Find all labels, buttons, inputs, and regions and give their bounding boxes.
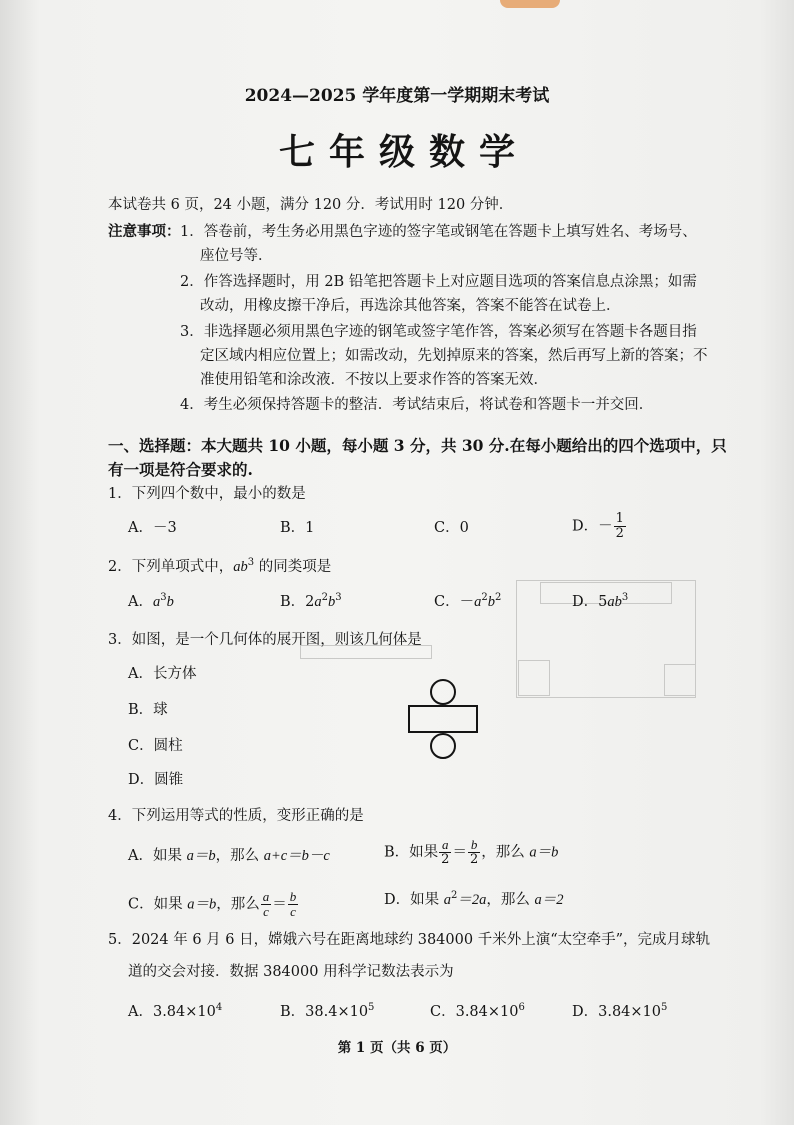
text: ，那么: [481, 844, 530, 861]
expr: a＝b: [187, 896, 217, 913]
option-label: D．: [572, 594, 599, 610]
exp: 2: [450, 890, 458, 902]
fraction-denominator: c: [290, 904, 296, 919]
text: D．3.84×10: [572, 1004, 662, 1020]
subject-title: 七年级数学: [278, 131, 529, 173]
text: ＝: [272, 896, 287, 913]
coef: 2: [305, 594, 315, 610]
var: ab: [607, 594, 622, 610]
exp: 5: [368, 1002, 375, 1014]
var: b: [328, 594, 336, 610]
fraction: [288, 890, 299, 919]
q4-option-c: [128, 890, 299, 919]
q4-option-b: [384, 838, 558, 867]
q2-option-c: [434, 592, 501, 612]
intro-text: 本试卷共 6 页，24 小题，满分 120 分．考试用时 120 分钟．: [108, 197, 514, 213]
fraction-numerator: b: [468, 838, 480, 853]
q1-option-b: B．1: [280, 520, 315, 536]
text: ，那么: [215, 848, 264, 864]
q2-option-a: [128, 592, 174, 612]
note-3-line-2: 定区域内相应位置上；如需改动，先划掉原来的答案，然后再写上新的答案；不: [200, 348, 708, 364]
var: a: [474, 594, 482, 610]
q1-option-d-prefix: D．－: [572, 518, 613, 535]
var: b: [166, 594, 174, 610]
var: a: [314, 594, 322, 610]
net-rectangle: [408, 705, 478, 733]
note-1-line-1: 1．答卷前，考生务必用黑色字迹的签字笔或钢笔在答题卡上填写姓名、考场号、: [180, 224, 697, 240]
q3-option-b: B．球: [128, 702, 168, 718]
q1-stem: 1．下列四个数中，最小的数是: [108, 486, 306, 502]
fraction-denominator: 2: [469, 852, 479, 867]
exp: 2: [494, 592, 502, 604]
q1-option-c: C．0: [434, 520, 469, 536]
exp: 4: [215, 1002, 223, 1014]
exp: 3: [160, 592, 167, 604]
note-4: 4．考生必须保持答题卡的整洁．考试结束后，将试卷和答题卡一并交回．: [180, 397, 654, 413]
section-heading-line-1: 一、选择题：本大题共 10 小题，每小题 3 分，共 30 分.在每小题给出的四个选项中，只: [108, 436, 727, 455]
paper-stain: [500, 0, 560, 8]
exp: 6: [518, 1002, 525, 1014]
text: ，那么: [486, 892, 535, 908]
notes-label: 注意事项：: [108, 223, 181, 240]
var: a: [152, 594, 161, 610]
expr: a＝b: [186, 848, 216, 864]
exam-title: 2024—2025 学年度第一学期期末考试: [244, 86, 550, 106]
text: B．如果: [384, 844, 439, 861]
q3-option-d: D．圆锥: [128, 772, 184, 788]
q2-stem-var: ab: [233, 559, 248, 575]
fraction-numerator: a: [262, 889, 270, 904]
note-3-line-1: 3．非选择题必须用黑色字迹的钢笔或签字笔作答，答案必须写在答题卡各题目指: [180, 324, 697, 340]
net-bottom-circle: [430, 733, 456, 759]
text: C．如果: [128, 896, 188, 913]
q1-option-d-fraction: [614, 512, 626, 541]
note-1-line-2: 座位号等．: [200, 248, 273, 264]
var: a: [443, 892, 451, 908]
text: A．如果: [128, 848, 187, 864]
exp: 5: [661, 1002, 668, 1014]
text: ＝: [452, 844, 467, 861]
q5-stem-line-2: 道的交会对接．数据 384000 用科学记数法表示为: [128, 964, 454, 980]
q2-option-d: [572, 592, 628, 612]
option-label: A．: [128, 594, 153, 610]
q5-option-d: [572, 1002, 667, 1022]
text: C．3.84×10: [430, 1004, 519, 1020]
q4-option-a: [128, 846, 330, 866]
q5-option-c: [430, 1002, 525, 1022]
bleed-through-box: [518, 660, 550, 696]
q2-stem-text: 2．下列单项式中，: [108, 559, 234, 575]
q2-stem: [108, 557, 331, 577]
fraction-numerator: 1: [615, 511, 624, 526]
expr: ＝2a: [457, 892, 487, 908]
q2-stem-text-end: 的同类项是: [254, 559, 332, 575]
q5-option-b: [280, 1002, 374, 1022]
section-heading-line-2: 有一项是符合要求的.: [108, 460, 253, 479]
q4-stem: 4．下列运用等式的性质，变形正确的是: [108, 808, 364, 824]
expr: a+c＝b－c: [263, 848, 330, 864]
text: B．38.4×10: [280, 1004, 369, 1020]
option-label: B．: [280, 594, 306, 610]
note-3-line-3: 准使用铅笔和涂改液．不按以上要求作答的答案无效．: [200, 372, 548, 388]
q2-stem-exp: 3: [247, 557, 255, 569]
fraction: [261, 890, 272, 919]
q5-option-a: [128, 1002, 222, 1022]
exp: 2: [321, 592, 329, 604]
exp: 3: [335, 592, 342, 604]
text: D．如果: [384, 892, 444, 908]
q2-option-b: [280, 592, 342, 612]
coef: 5: [598, 594, 608, 610]
fraction: [439, 838, 451, 867]
q1-option-a: A．－3: [128, 520, 177, 536]
fraction: [468, 838, 480, 867]
fraction-denominator: c: [263, 904, 269, 919]
net-top-circle: [430, 679, 456, 705]
exp: 3: [621, 592, 629, 604]
q5-stem-line-1: 5．2024 年 6 月 6 日，嫦娥六号在距离地球约 384000 千米外上演“太空牵手”，完成月球轨: [108, 932, 711, 948]
q4-option-d: [384, 890, 563, 910]
var: b: [487, 594, 495, 610]
expr: a＝b: [529, 844, 559, 861]
q1-option-d: [572, 512, 627, 541]
bleed-through-box: [664, 664, 696, 696]
fraction-numerator: a: [439, 838, 451, 853]
fraction-denominator: 2: [615, 526, 624, 541]
option-label: C．－: [434, 594, 475, 610]
fraction-numerator: b: [289, 889, 297, 904]
note-2-line-2: 改动，用橡皮擦干净后，再选涂其他答案，答案不能答在试卷上．: [200, 298, 621, 314]
fraction-denominator: 2: [441, 852, 450, 867]
text: ，那么: [216, 896, 260, 913]
q3-option-a: A．长方体: [128, 666, 197, 682]
q3-option-c: C．圆柱: [128, 738, 183, 754]
text: A．3.84×10: [128, 1004, 216, 1020]
page-footer: 第 1 页（共 6 页）: [337, 1040, 457, 1056]
exp: 2: [481, 592, 488, 604]
expr: a＝2: [534, 892, 564, 908]
q3-stem: 3．如图，是一个几何体的展开图，则该几何体是: [108, 632, 422, 648]
note-2-line-1: 2．作答选择题时，用 2B 铅笔把答题卡上对应题目选项的答案信息点涂黑；如需: [180, 274, 697, 290]
